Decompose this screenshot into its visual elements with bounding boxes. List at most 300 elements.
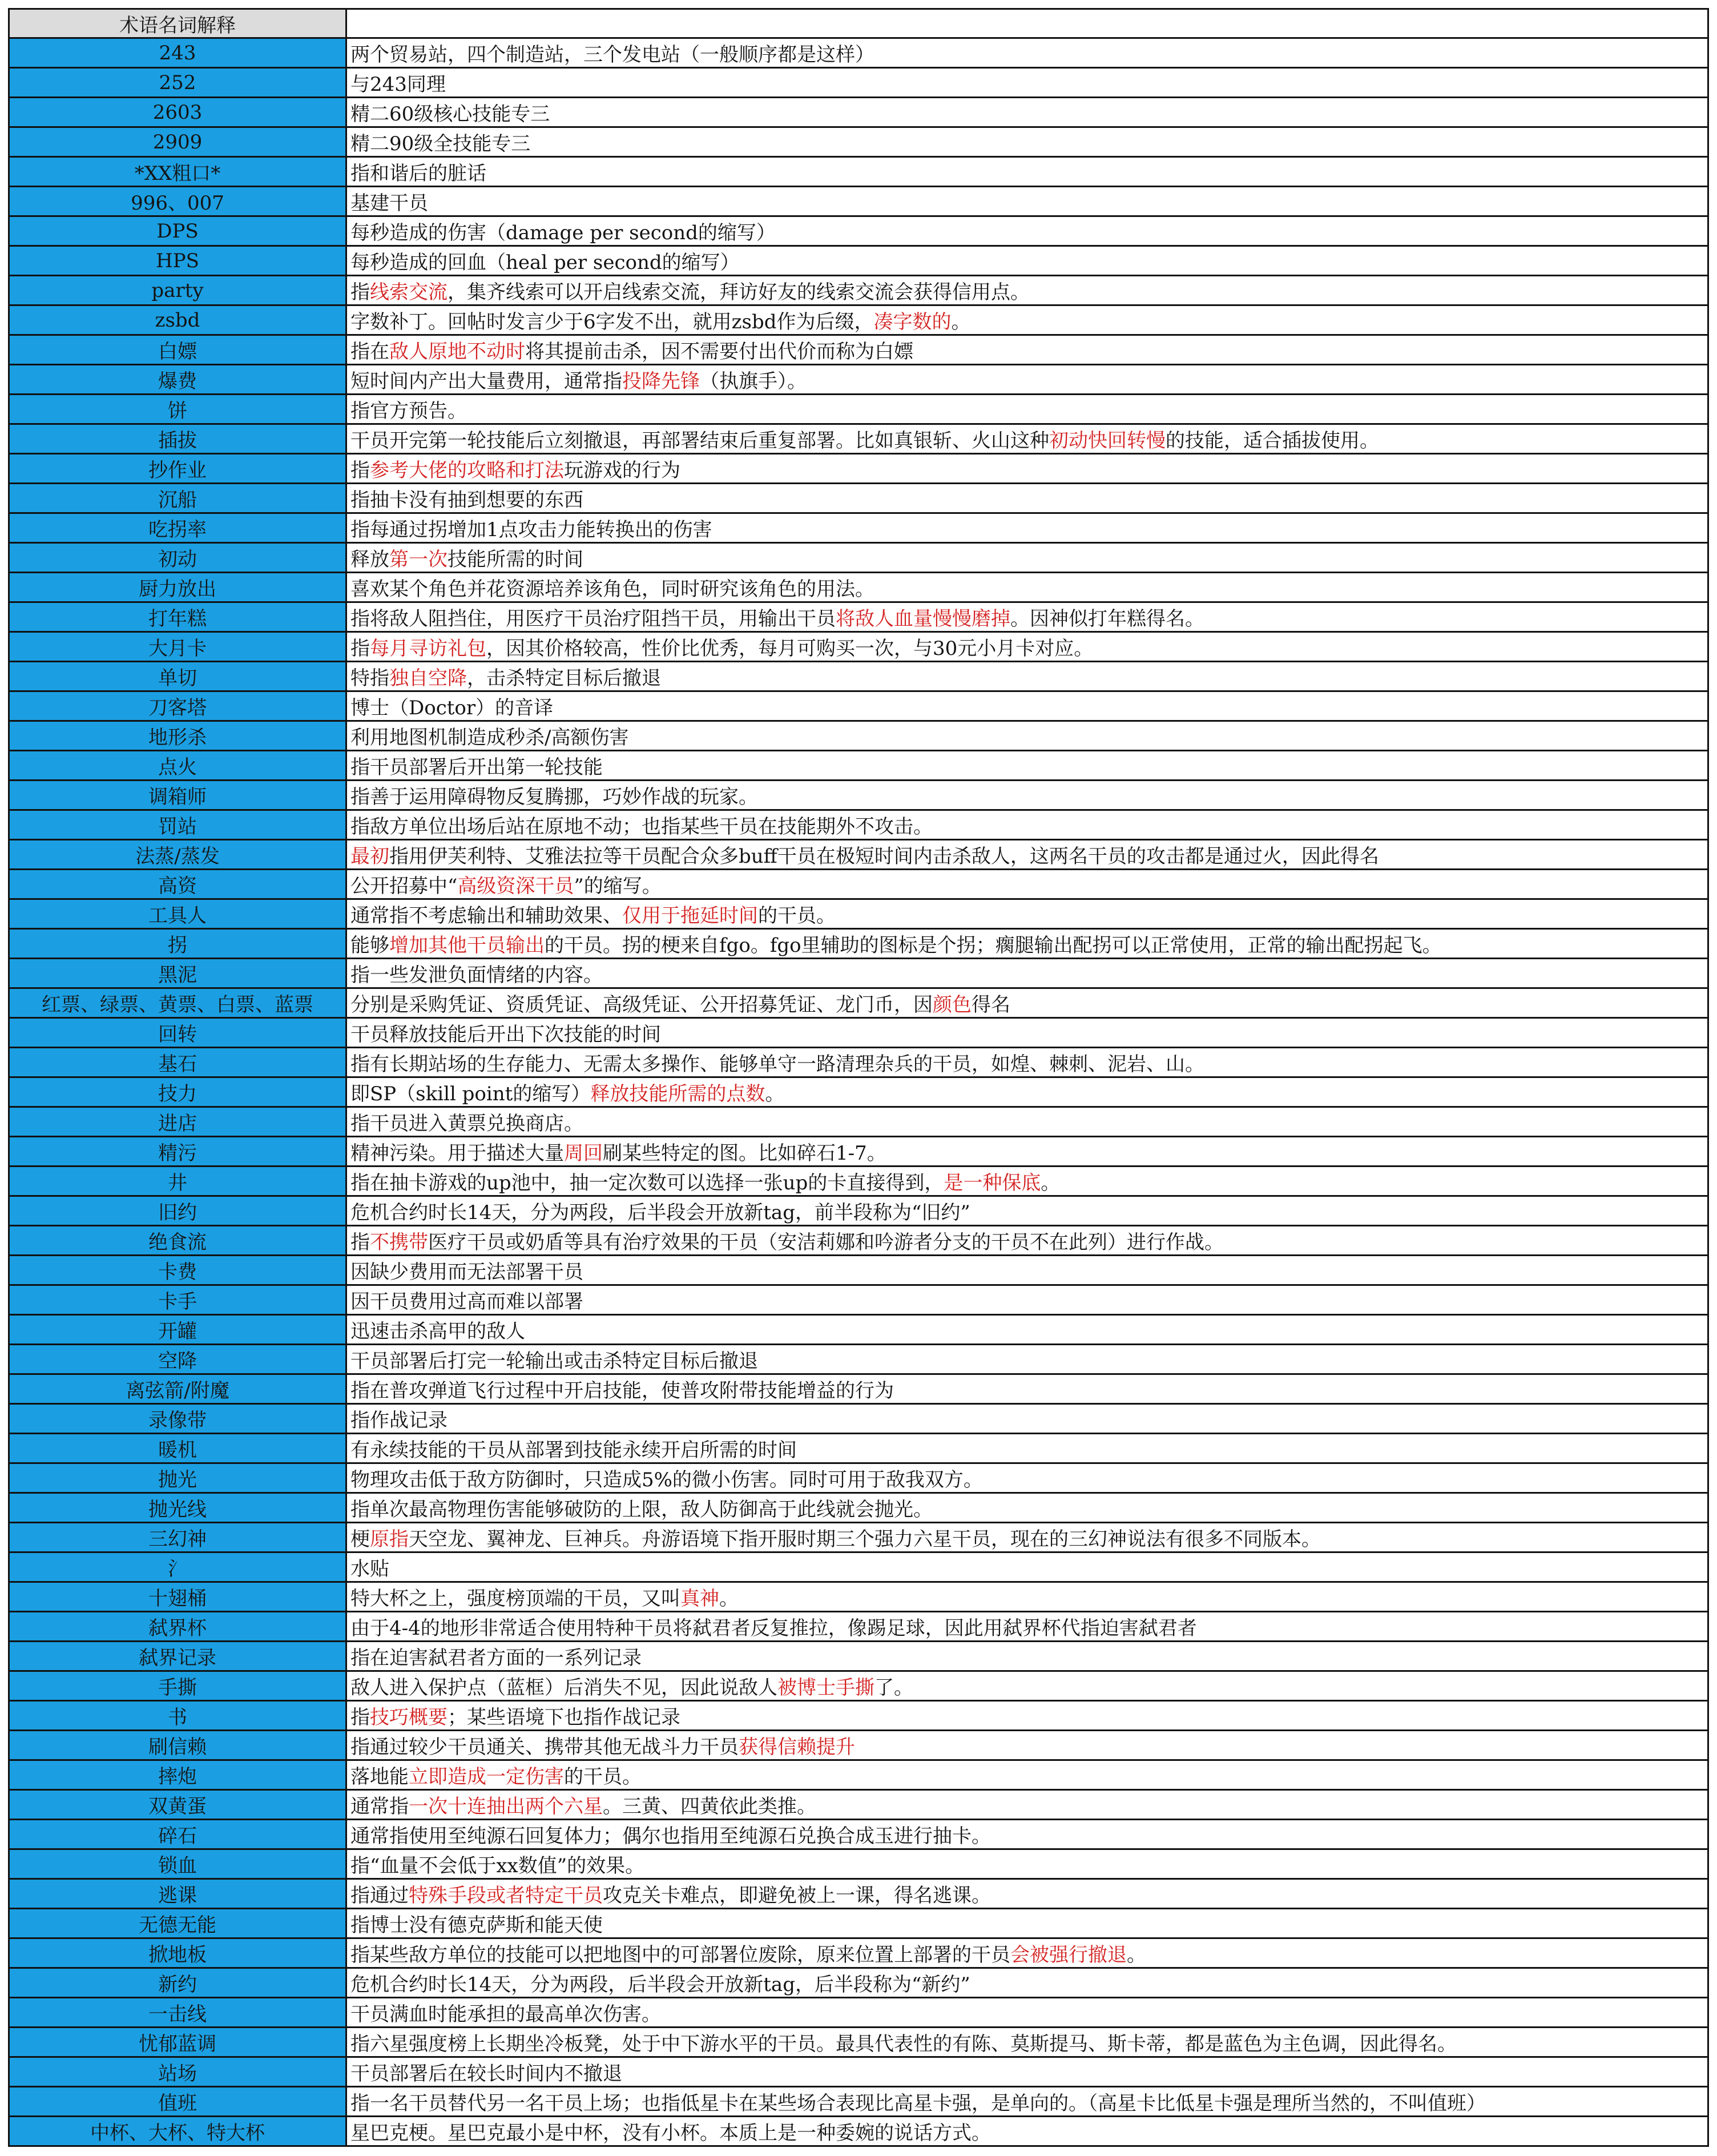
term-cell: 逃课 [8, 1880, 347, 1908]
term-cell: 罚站 [8, 811, 347, 839]
highlighted-text: 初动快回转慢 [1049, 429, 1166, 452]
definition-cell [347, 662, 1709, 690]
definition-cell [347, 1909, 1709, 1937]
table-body [8, 39, 1709, 2147]
table-row [8, 930, 1709, 959]
definition-text: 的干员。 [758, 904, 836, 927]
definition-text: 医疗干员或奶盾等具有治疗效果的干员（安洁莉娜和吟游者分支的干员不在此列）进行作战。 [428, 1231, 1224, 1254]
table-row [8, 1197, 1709, 1226]
definition-text: 利用地图机制造成秒杀/高额伤害 [350, 726, 629, 749]
table-row [8, 1108, 1709, 1137]
term-cell: 抛光 [8, 1464, 347, 1492]
definition-cell [347, 1761, 1709, 1789]
table-row [8, 811, 1709, 840]
table-row [8, 1078, 1709, 1108]
table-row [8, 1761, 1709, 1791]
header-definition-cell [347, 10, 1709, 37]
definition-cell [347, 751, 1709, 779]
table-row [8, 1880, 1709, 1909]
definition-cell [347, 959, 1709, 987]
definition-text: 指六星强度榜上长期坐冷板凳，处于中下游水平的干员。最具代表性的有陈、莫斯提马、斯卡蒂，都是蓝色为主色调，因此得名。 [350, 2033, 1457, 2056]
definition-text: 迅速击杀高甲的敌人 [350, 1320, 525, 1343]
definition-cell [347, 1583, 1709, 1611]
table-row [8, 1375, 1709, 1405]
definition-text: 玩游戏的行为 [564, 459, 680, 482]
definition-cell [347, 247, 1709, 275]
table-row [8, 365, 1709, 395]
definition-cell [347, 2028, 1709, 2056]
definition-cell [347, 603, 1709, 631]
definition-text: 物理攻击低于敌方防御时，只造成5%的微小伤害。同时可用于敌我双方。 [350, 1469, 983, 1491]
definition-text: 的技能，适合插拔使用。 [1166, 429, 1379, 452]
highlighted-text: 每月寻访礼包 [370, 637, 486, 660]
definition-cell [347, 1642, 1709, 1670]
term-cell: 精污 [8, 1137, 347, 1165]
definition-text: 有永续技能的干员从部署到技能永续开启所需的时间 [350, 1439, 797, 1462]
definition-cell [347, 454, 1709, 482]
term-cell: 值班 [8, 2087, 347, 2115]
term-cell: 离弦箭/附魔 [8, 1375, 347, 1403]
definition-text: 释放 [350, 548, 389, 571]
definition-text: 指通过 [350, 1884, 409, 1907]
definition-cell [347, 1672, 1709, 1700]
definition-cell [347, 989, 1709, 1017]
table-row [8, 1583, 1709, 1612]
definition-text: 因干员费用过高而难以部署 [350, 1290, 583, 1313]
definition-cell [347, 1969, 1709, 1997]
table-row [8, 1048, 1709, 1078]
highlighted-text: 原指 [370, 1528, 409, 1551]
highlighted-text: 特殊手段或者特定干员 [409, 1884, 603, 1907]
term-cell: 饼 [8, 395, 347, 423]
definition-text: 敌人进入保护点（蓝框）后消失不见，因此说敌人 [350, 1676, 777, 1699]
highlighted-text: 最初 [350, 845, 389, 868]
definition-text: 指 [350, 459, 370, 482]
definition-cell [347, 900, 1709, 928]
definition-text: 字数补丁。回帖时发言少于6字发不出，就用zsbd作为后缀， [350, 311, 874, 333]
term-cell: 新约 [8, 1969, 347, 1997]
table-row [8, 1969, 1709, 1998]
definition-cell [347, 692, 1709, 720]
definition-text: 指作战记录 [350, 1409, 448, 1432]
definition-text: （执旗手）。 [700, 370, 807, 393]
definition-text: 。 [719, 1587, 739, 1610]
definition-text: 指 [350, 1231, 370, 1254]
definition-cell [347, 870, 1709, 898]
table-row [8, 1137, 1709, 1167]
definition-text: 水贴 [350, 1558, 389, 1580]
definition-text: 特大杯之上，强度榜顶端的干员，又叫 [350, 1587, 680, 1610]
definition-text: 博士（Doctor）的音译 [350, 697, 554, 719]
term-cell: 站场 [8, 2058, 347, 2086]
table-header [8, 8, 1709, 39]
table-row [8, 633, 1709, 662]
definition-text: 指在迫害弑君者方面的一系列记录 [350, 1647, 642, 1670]
highlighted-text: 技巧概要 [370, 1706, 448, 1729]
term-cell: 厨力放出 [8, 573, 347, 601]
term-cell: 技力 [8, 1078, 347, 1106]
definition-text: 星巴克梗。星巴克最小是中杯，没有小杯。本质上是一种委婉的说话方式。 [350, 2122, 991, 2145]
term-cell: 摔炮 [8, 1761, 347, 1789]
definition-text: 精二60级核心技能专三 [350, 103, 550, 126]
table-row [8, 217, 1709, 247]
definition-text: 危机合约时长14天，分为两段，后半段会开放新tag，后半段称为“新约” [350, 1973, 970, 1996]
definition-cell [347, 1078, 1709, 1106]
definition-cell [347, 544, 1709, 572]
highlighted-text: 投降先锋 [622, 370, 700, 393]
definition-cell [347, 633, 1709, 661]
definition-cell [347, 1345, 1709, 1373]
table-row [8, 1345, 1709, 1375]
definition-cell [347, 1286, 1709, 1314]
definition-cell [347, 1048, 1709, 1076]
table-row [8, 722, 1709, 751]
term-cell: 黑泥 [8, 959, 347, 987]
definition-cell [347, 217, 1709, 245]
definition-text: 短时间内产出大量费用，通常指 [350, 370, 622, 393]
header-term-cell: 术语名词解释 [8, 10, 347, 37]
definition-cell [347, 98, 1709, 126]
table-row [8, 484, 1709, 514]
table-row [8, 1405, 1709, 1434]
term-cell: 双黄蛋 [8, 1791, 347, 1819]
definition-text: 指官方预告。 [350, 400, 467, 423]
highlighted-text: 周回 [564, 1142, 603, 1165]
term-cell: zsbd [8, 306, 347, 334]
table-row [8, 425, 1709, 454]
highlighted-text: 是一种保底 [944, 1172, 1041, 1194]
definition-text: 指 [350, 281, 370, 304]
definition-text: 干员开完第一轮技能后立刻撤退，再部署结束后重复部署。比如真银斩、火山这种 [350, 429, 1049, 452]
highlighted-text: 第一次 [389, 548, 448, 571]
table-row [8, 1672, 1709, 1702]
definition-cell [347, 365, 1709, 393]
table-row [8, 692, 1709, 722]
term-cell: 243 [8, 39, 347, 67]
term-cell: 绝食流 [8, 1226, 347, 1254]
definition-cell [347, 187, 1709, 215]
highlighted-text: 颜色 [933, 993, 972, 1016]
definition-text: 即SP（skill point的缩写） [350, 1083, 591, 1105]
table-row [8, 1909, 1709, 1939]
highlighted-text: 释放技能所需的点数 [590, 1083, 765, 1105]
highlighted-text: 真神 [680, 1587, 719, 1610]
definition-text: 指干员部署后开出第一轮技能 [350, 756, 603, 779]
definition-cell [347, 484, 1709, 512]
term-cell: 工具人 [8, 900, 347, 928]
definition-text: 。 [951, 311, 971, 333]
definition-text: 得名 [972, 993, 1010, 1016]
definition-cell [347, 722, 1709, 750]
definition-cell [347, 158, 1709, 186]
definition-text: 指一名干员替代另一名干员上场；也指低星卡在某些场合表现比高星卡强，是单向的。（高星卡比低星卡强是理所当然的，不叫值班） [350, 2092, 1486, 2115]
term-cell: 录像带 [8, 1405, 347, 1433]
highlighted-text: 被博士手撕 [777, 1676, 874, 1699]
definition-cell [347, 336, 1709, 364]
term-cell: 高资 [8, 870, 347, 898]
table-row [8, 2087, 1709, 2117]
term-cell: 卡手 [8, 1286, 347, 1314]
term-cell: 井 [8, 1167, 347, 1195]
definition-text: 指博士没有德克萨斯和能天使 [350, 1914, 603, 1937]
term-cell: 基石 [8, 1048, 347, 1076]
term-cell: 爆费 [8, 365, 347, 393]
table-row [8, 2028, 1709, 2058]
definition-text: 基建干员 [350, 192, 428, 215]
definition-text: 技能所需的时间 [448, 548, 583, 571]
term-cell: 252 [8, 69, 347, 96]
table-row [8, 603, 1709, 633]
table-row [8, 1464, 1709, 1494]
definition-text: 干员满血时能承担的最高单次伤害。 [350, 2003, 661, 2026]
definition-cell [347, 1197, 1709, 1225]
term-cell: DPS [8, 217, 347, 245]
highlighted-text: 凑字数的 [873, 311, 952, 333]
definition-text: 指某些敌方单位的技能可以把地图中的可部署位废除，原来位置上部署的干员 [350, 1944, 1010, 1966]
definition-cell [347, 1612, 1709, 1640]
definition-cell [347, 1494, 1709, 1522]
term-cell: 插拔 [8, 425, 347, 453]
highlighted-text: 不携带 [370, 1231, 428, 1254]
term-cell: 点火 [8, 751, 347, 779]
term-cell: 抛光线 [8, 1494, 347, 1522]
term-cell: 中杯、大杯、特大杯 [8, 2117, 347, 2145]
term-cell: 回转 [8, 1019, 347, 1047]
table-row [8, 1939, 1709, 1969]
table-row [8, 573, 1709, 603]
term-cell: 吃拐率 [8, 514, 347, 542]
definition-text: 因缺少费用而无法部署干员 [350, 1261, 583, 1284]
definition-text: 的干员。 [564, 1765, 642, 1788]
definition-text: 指每通过拐增加1点攻击力能转换出的伤害 [350, 518, 712, 541]
highlighted-text: 仅用于拖延时间 [622, 904, 758, 927]
term-cell: 单切 [8, 662, 347, 690]
table-row [8, 276, 1709, 306]
term-cell: 刷信赖 [8, 1731, 347, 1759]
term-cell: 抄作业 [8, 454, 347, 482]
table-row [8, 1226, 1709, 1256]
definition-text: 通常指不考虑输出和辅助效果、 [350, 904, 622, 927]
definition-text: 指在普攻弹道飞行过程中开启技能，使普攻附带技能增益的行为 [350, 1379, 894, 1402]
term-cell: HPS [8, 247, 347, 275]
term-cell: 调箱师 [8, 781, 347, 809]
definition-text: ；某些语境下也指作战记录 [448, 1706, 680, 1729]
table-row [8, 1286, 1709, 1316]
definition-text: 。三黄、四黄依此类推。 [603, 1795, 816, 1818]
definition-text: 了。 [874, 1676, 913, 1699]
definition-cell [347, 514, 1709, 542]
table-row [8, 1553, 1709, 1583]
term-cell: 开罐 [8, 1316, 347, 1344]
table-row [8, 1019, 1709, 1048]
definition-cell [347, 1523, 1709, 1551]
table-row [8, 2058, 1709, 2087]
table-row [8, 2117, 1709, 2147]
highlighted-text: 参考大佬的攻略和打法 [370, 459, 564, 482]
table-row [8, 959, 1709, 989]
definition-cell [347, 1820, 1709, 1848]
table-row [8, 900, 1709, 930]
definition-text: 。 [765, 1083, 785, 1105]
term-cell: 2603 [8, 98, 347, 126]
definition-text: 每秒造成的伤害（damage per second的缩写） [350, 222, 776, 244]
definition-text: 梗 [350, 1528, 370, 1551]
definition-cell [347, 1226, 1709, 1254]
term-cell: 暖机 [8, 1434, 347, 1462]
definition-text: 分别是采购凭证、资质凭证、高级凭证、公开招募凭证、龙门币，因 [350, 993, 933, 1016]
table-row [8, 39, 1709, 69]
table-row [8, 98, 1709, 128]
definition-text: 通常指使用至纯源石回复体力；偶尔也指用至纯源石兑换合成玉进行抽卡。 [350, 1825, 991, 1848]
term-cell: 卡费 [8, 1256, 347, 1284]
definition-text: 精二90级全技能专三 [350, 132, 531, 155]
definition-cell [347, 128, 1709, 156]
definition-text: 指和谐后的脏话 [350, 162, 486, 185]
term-cell: 初动 [8, 544, 347, 572]
definition-cell [347, 1019, 1709, 1047]
table-row [8, 781, 1709, 811]
definition-text: 将其提前击杀，因不需要付出代价而称为白嫖 [525, 340, 913, 363]
term-cell: 弑界记录 [8, 1642, 347, 1670]
definition-text: 指通过较少干员通关、携带其他无战斗力干员 [350, 1736, 739, 1759]
table-row [8, 454, 1709, 484]
definition-text: 指干员进入黄票兑换商店。 [350, 1112, 583, 1135]
definition-cell [347, 1375, 1709, 1403]
definition-cell [347, 930, 1709, 958]
definition-text: 由于4-4的地形非常适合使用特种干员将弑君者反复推拉，像踢足球，因此用弑界杯代指迫害弑君者 [350, 1617, 1197, 1640]
table-row [8, 306, 1709, 336]
definition-cell [347, 1939, 1709, 1967]
table-row [8, 336, 1709, 365]
definition-cell [347, 306, 1709, 334]
term-cell: 锁血 [8, 1850, 347, 1878]
definition-text: 指敌方单位出场后站在原地不动；也指某些干员在技能期外不攻击。 [350, 815, 933, 838]
definition-text: 公开招募中“ [350, 875, 458, 898]
definition-cell [347, 573, 1709, 601]
term-cell: 进店 [8, 1108, 347, 1136]
term-cell: 大月卡 [8, 633, 347, 661]
term-cell: 打年糕 [8, 603, 347, 631]
glossary-table [8, 8, 1709, 2147]
table-row [8, 1316, 1709, 1345]
definition-text: 指“血量不会低于xx数值”的效果。 [350, 1855, 645, 1877]
table-row [8, 1642, 1709, 1672]
highlighted-text: 高级资深干员 [457, 875, 574, 898]
highlighted-text: 会被强行撤退 [1010, 1944, 1127, 1966]
highlighted-text: 敌人原地不动时 [389, 340, 525, 363]
table-row [8, 544, 1709, 573]
highlighted-text: 线索交流 [370, 281, 448, 304]
table-row [8, 395, 1709, 425]
definition-cell [347, 1850, 1709, 1878]
definition-cell [347, 1464, 1709, 1492]
table-row [8, 1523, 1709, 1553]
term-cell: 996、007 [8, 187, 347, 215]
term-cell: party [8, 276, 347, 304]
table-row [8, 1612, 1709, 1642]
table-row [8, 1494, 1709, 1523]
definition-text: 危机合约时长14天，分为两段，后半段会开放新tag，前半段称为“旧约” [350, 1201, 970, 1224]
term-cell: 碎石 [8, 1820, 347, 1848]
definition-text: 指将敌人阻挡住，用医疗干员治疗阻挡干员，用输出干员 [350, 608, 836, 630]
term-cell: 2909 [8, 128, 347, 156]
term-cell: 红票、绿票、黄票、白票、蓝票 [8, 989, 347, 1017]
definition-cell [347, 2117, 1709, 2145]
definition-cell [347, 781, 1709, 809]
definition-text: 。 [1041, 1172, 1061, 1194]
table-row [8, 69, 1709, 98]
definition-cell [347, 1316, 1709, 1344]
term-cell: 氵 [8, 1553, 347, 1581]
definition-text: 指 [350, 637, 370, 660]
term-cell: 拐 [8, 930, 347, 958]
definition-text: 通常指 [350, 1795, 409, 1818]
definition-text: 指 [350, 1706, 370, 1729]
highlighted-text: 立即造成一定伤害 [409, 1765, 564, 1788]
definition-cell [347, 1791, 1709, 1819]
table-row [8, 870, 1709, 900]
definition-text: ，击杀特定目标后撤退 [467, 667, 661, 690]
highlighted-text: 获得信赖提升 [739, 1736, 855, 1759]
definition-cell [347, 1405, 1709, 1433]
table-row [8, 1791, 1709, 1820]
definition-cell [347, 69, 1709, 96]
definition-cell [347, 1434, 1709, 1462]
definition-text: ，集齐线索可以开启线索交流，拜访好友的线索交流会获得信用点。 [448, 281, 1030, 304]
definition-text: 与243同理 [350, 73, 446, 96]
definition-cell [347, 840, 1709, 868]
definition-text: 指单次最高物理伤害能够破防的上限，敌人防御高于此线就会抛光。 [350, 1498, 933, 1521]
term-cell: 空降 [8, 1345, 347, 1373]
definition-text: 落地能 [350, 1765, 409, 1788]
definition-text: 。 [1127, 1944, 1146, 1966]
table-row [8, 1998, 1709, 2028]
definition-cell [347, 1108, 1709, 1136]
table-row [8, 1850, 1709, 1880]
table-row [8, 1167, 1709, 1197]
definition-cell [347, 1256, 1709, 1284]
table-row [8, 989, 1709, 1019]
definition-cell [347, 1137, 1709, 1165]
definition-cell [347, 1167, 1709, 1195]
highlighted-text: 独自空降 [389, 667, 467, 690]
term-cell: 书 [8, 1702, 347, 1729]
term-cell: 手撕 [8, 1672, 347, 1700]
definition-text: 指在抽卡游戏的up池中，抽一定次数可以选择一张up的卡直接得到， [350, 1172, 944, 1194]
definition-text: 干员释放技能后开出下次技能的时间 [350, 1023, 661, 1046]
definition-text: 天空龙、翼神龙、巨神兵。舟游语境下指开服时期三个强力六星干员，现在的三幻神说法有很多不同版本。 [409, 1528, 1321, 1551]
term-cell: 三幻神 [8, 1523, 347, 1551]
table-row [8, 1256, 1709, 1286]
table-row [8, 1434, 1709, 1464]
term-cell: 无德无能 [8, 1909, 347, 1937]
term-cell: 白嫖 [8, 336, 347, 364]
definition-cell [347, 395, 1709, 423]
definition-text: 两个贸易站，四个制造站，三个发电站（一般顺序都是这样） [350, 43, 874, 66]
definition-cell [347, 1702, 1709, 1729]
term-cell: 掀地板 [8, 1939, 347, 1967]
table-row [8, 514, 1709, 544]
definition-cell [347, 811, 1709, 839]
definition-text: 刷某些特定的图。比如碎石1-7。 [603, 1142, 886, 1165]
definition-text: 指一些发泄负面情绪的内容。 [350, 964, 603, 987]
definition-text: 指善于运用障碍物反复腾挪，巧妙作战的玩家。 [350, 786, 758, 808]
table-row [8, 1820, 1709, 1850]
highlighted-text: 增加其他干员输出 [389, 934, 545, 957]
definition-text: 精神污染。用于描述大量 [350, 1142, 564, 1165]
term-cell: 地形杀 [8, 722, 347, 750]
term-cell: 沉船 [8, 484, 347, 512]
